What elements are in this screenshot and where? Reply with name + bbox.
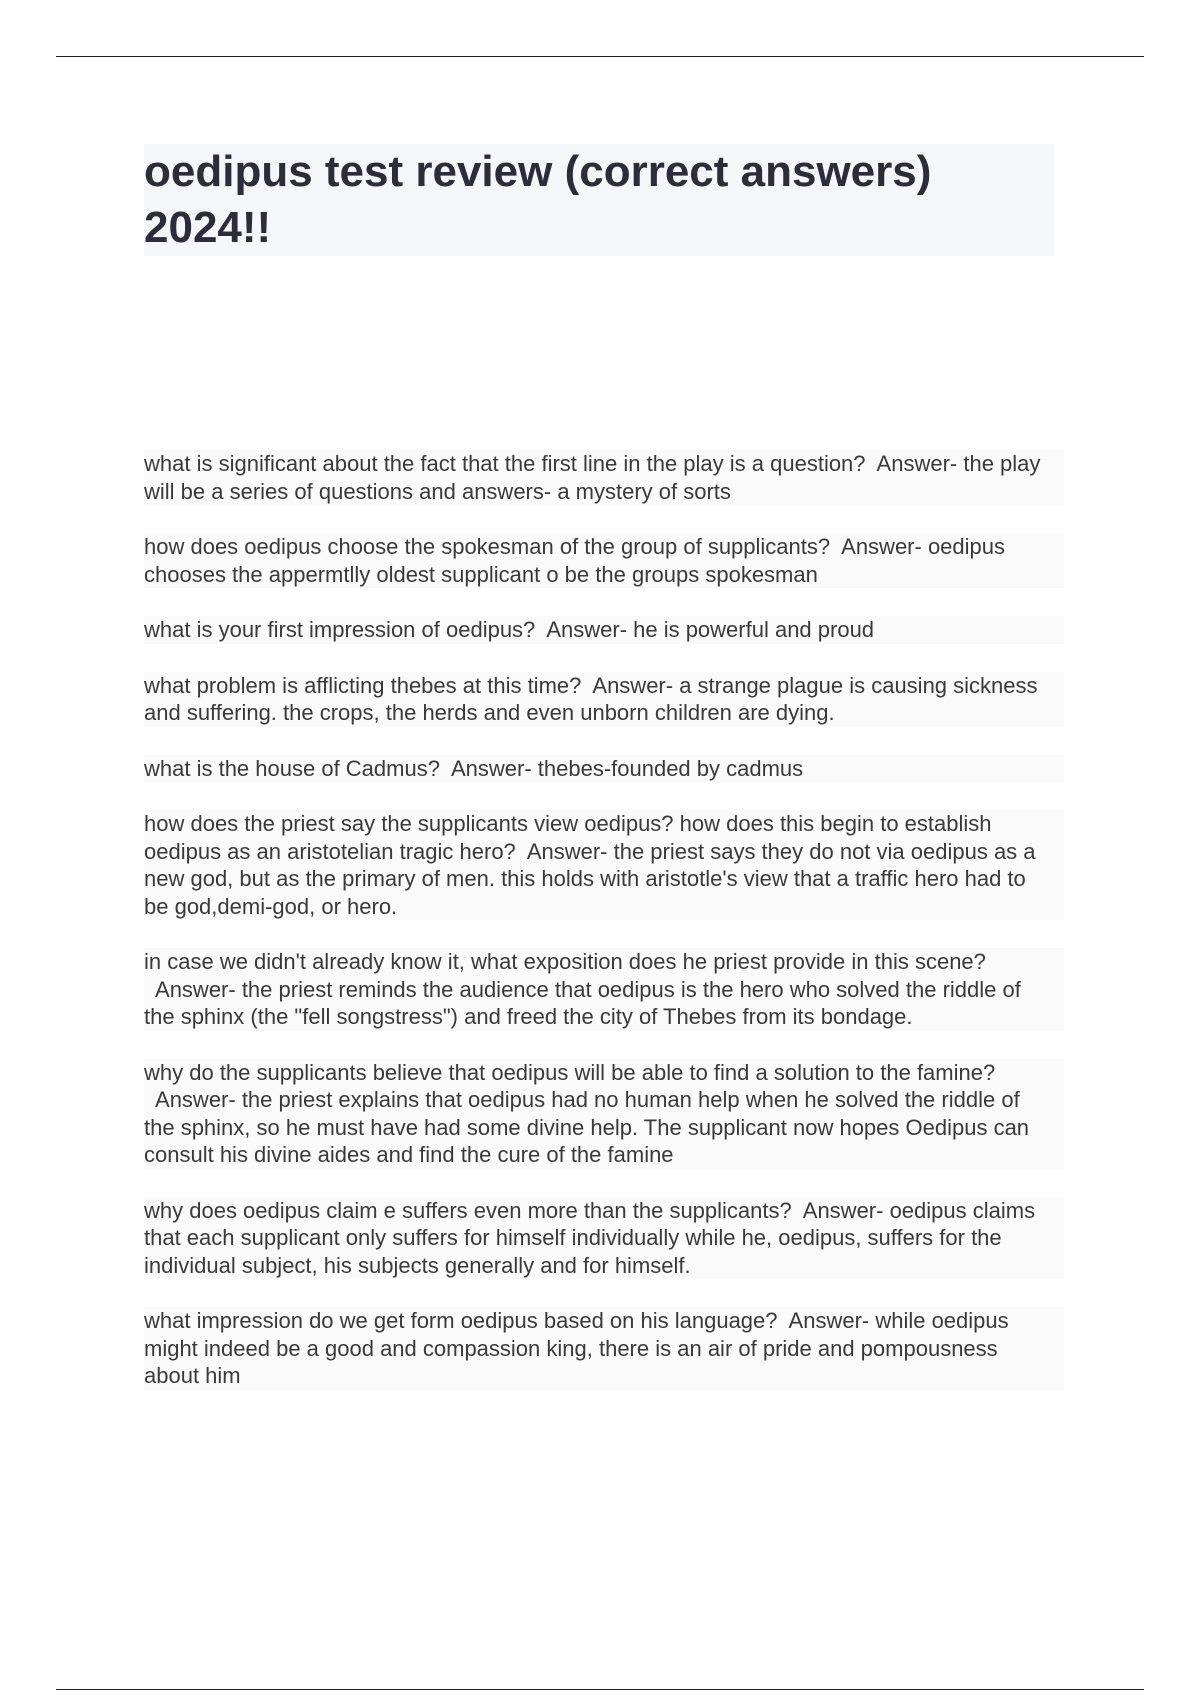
answer-text: Answer- the play will be a series of questions and answers- a mystery of sorts <box>144 451 1041 504</box>
title-block <box>144 144 1054 256</box>
qa-item <box>144 1307 1064 1390</box>
question-text: how does the priest say the supplicants view oedipus? how does this begin to establish oedipus as an aristotelian tragic hero? <box>144 811 992 864</box>
qa-item <box>144 1059 1064 1169</box>
qa-item <box>144 948 1064 1031</box>
question-text: what is the house of Cadmus? <box>144 755 440 781</box>
question-text: what is significant about the fact that the first line in the play is a question? <box>144 451 866 476</box>
question-text: what problem is afflicting thebes at this time? <box>144 672 582 698</box>
document-title: oedipus test review (correct answers) 2024!! <box>144 147 932 252</box>
answer-text: Answer- the priest says they do not via oedipus as a new god, but as the primary of men. this holds with aristotle's view that a traffic hero had to be god,demi-god, or hero. <box>144 838 1036 919</box>
answer-text: Answer- while oedipus might indeed be a good and compassion king, there is an air of pride and pompousness about him <box>144 1308 1009 1388</box>
qa-list <box>144 450 1064 1418</box>
qa-item <box>144 450 1064 505</box>
qa-item <box>144 672 1064 727</box>
qa-item <box>144 533 1064 588</box>
question-text: what is your first impression of oedipus? <box>144 617 536 642</box>
qa-item <box>144 810 1064 920</box>
qa-item <box>144 1197 1064 1280</box>
question-text: in case we didn't already know it, what exposition does he priest provide in this scene? <box>144 949 986 974</box>
question-text: what impression do we get form oedipus based on his language? <box>144 1308 778 1333</box>
question-text: how does oedipus choose the spokesman of the group of supplicants? <box>144 534 831 559</box>
answer-text: Answer- thebes-founded by cadmus <box>450 755 804 781</box>
answer-text: Answer- he is powerful and proud <box>546 617 875 642</box>
question-text: why do the supplicants believe that oedipus will be able to find a solution to the famine? <box>144 1059 996 1085</box>
qa-item <box>144 616 1064 644</box>
answer-text: Answer- oedipus chooses the appermtlly oldest supplicant o be the groups spokesman <box>144 534 1006 587</box>
header-rule <box>56 56 1144 57</box>
answer-text: Answer- the priest reminds the audience that oedipus is the hero who solved the riddle of the sphinx (the "fell songstress") and freed the city of Thebes from its bondage. <box>144 976 1021 1029</box>
qa-item <box>144 755 1064 783</box>
footer-rule <box>56 1689 1144 1690</box>
answer-text: Answer- the priest explains that oedipus had no human help when he solved the riddle of the sphinx, so he must have had some divine help. The supplicant now hopes Oedipus can consult his divine aides and find the cure of the famine <box>144 1087 1030 1167</box>
answer-text: Answer- oedipus claims that each supplicant only suffers for himself individually while he, oedipus, suffers for the individual subject, his subjects generally and for himself. <box>144 1197 1036 1278</box>
question-text: why does oedipus claim e suffers even more than the supplicants? <box>144 1197 792 1223</box>
answer-text: Answer- a strange plague is causing sickness and suffering. the crops, the herds and even unborn children are dying. <box>144 672 1038 725</box>
